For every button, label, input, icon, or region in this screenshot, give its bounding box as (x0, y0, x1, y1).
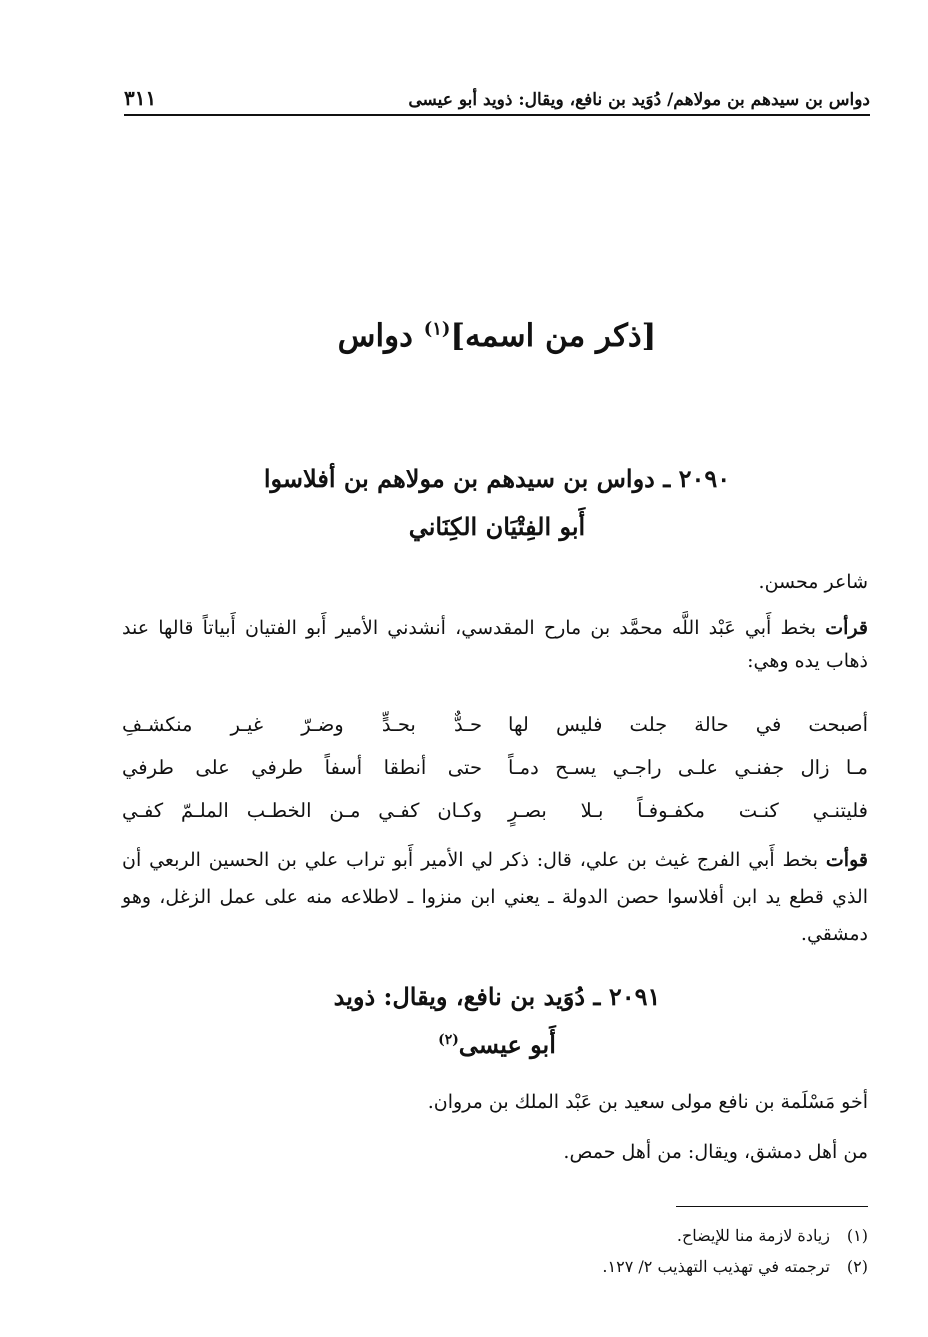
poem (122, 706, 868, 835)
footnote-divider (676, 1206, 868, 1207)
running-header (124, 80, 870, 116)
footnote-reference: (٢) (438, 1032, 459, 1048)
paragraph-text: بخط أَبي عَبْد اللَّه محمَّد بن مارح المقدسي، أنشدني الأمير أَبو الفتيان أَبياتاً قالها عند ذهاب يده وهي: (122, 617, 868, 672)
verse-second-hemistich: حـدٌّ بحـدٍّ وضـرّ غيـر منكشـفِ (122, 713, 482, 736)
paragraph-text: من أهل دمشق، ويقال: من أهل حمص. (563, 1141, 868, 1163)
entry-subtitle (124, 1030, 870, 1059)
paragraph (122, 612, 868, 678)
section-heading (124, 318, 870, 354)
entry-title: ٢٠٩١ ـ دُوَيد بن نافع، ويقال: ذويد (333, 982, 661, 1011)
paragraph (122, 1136, 868, 1169)
verse-first-hemistich: أصبحت في حالة جلت فليس لها (508, 713, 868, 736)
verse-first-hemistich: مـا زال جفنـي علـى راجـي يسـح دمـاً (508, 756, 868, 779)
footnote (122, 1225, 868, 1247)
section-title-prefix: [ذكر من اسمه] (450, 318, 657, 354)
paragraph-text: بخط أَبي الفرج غيث بن علي، قال: ذكر لي الأمير أَبو تراب علي بن الحسين الربعي أن الذي قطع يد ابن أفلاسوا حصن الدولة ـ يعني ابن منزوا ـ لاطلاعه منه على عمل الزغل، وهو دمشقي. (122, 849, 868, 945)
footnote-mark: (١) (846, 1226, 868, 1245)
section-title-suffix: دواس (337, 318, 424, 354)
paragraph-text: أخو مَسْلَمة بن نافع مولى سعيد بن عَبْد الملك بن مروان. (427, 1091, 868, 1113)
verse-second-hemistich: وكـان كفـي مـن الخطـب الملـمّ كفـي (122, 799, 482, 822)
poem-verse (122, 706, 868, 749)
footnote-mark: (٢) (846, 1257, 868, 1276)
paragraph (122, 842, 868, 953)
verse-second-hemistich: حتى أنطقا أسفاً طرفي على طرفي (122, 756, 482, 779)
paragraph-lead: قوأت (825, 849, 868, 871)
entry-title: ٢٠٩٠ ـ دواس بن سيدهم بن مولاهم بن أفلاسوا (263, 464, 731, 493)
paragraph-lead: قرأت (825, 617, 868, 639)
entry-subtitle: أَبو الفِتْيَان الكِنَاني (408, 512, 586, 541)
page-number: ٣١١ (124, 86, 157, 110)
header-title: دواس بن سيدهم بن مولاهم/ دُوَيد بن نافع، ويقال: ذويد أبو عيسى (408, 90, 870, 110)
footnote-reference: (١) (423, 318, 451, 340)
paragraph (122, 1086, 868, 1119)
poem-verse (122, 749, 868, 792)
paragraph-text: شاعر محسن. (758, 571, 868, 593)
poem-verse (122, 792, 868, 835)
entry-subtitle-text: أَبو عيسى (458, 1030, 556, 1059)
footnote-text: زيادة لازمة منا للإيضاح. (676, 1226, 830, 1245)
footnote (122, 1256, 868, 1278)
footnote-text: ترجمته في تهذيب التهذيب ٢/ ١٢٧. (602, 1257, 830, 1276)
verse-first-hemistich: فليتنـي كنـت مكفـوفـاً بـلا بصـرٍ (508, 799, 868, 822)
paragraph (122, 566, 868, 599)
